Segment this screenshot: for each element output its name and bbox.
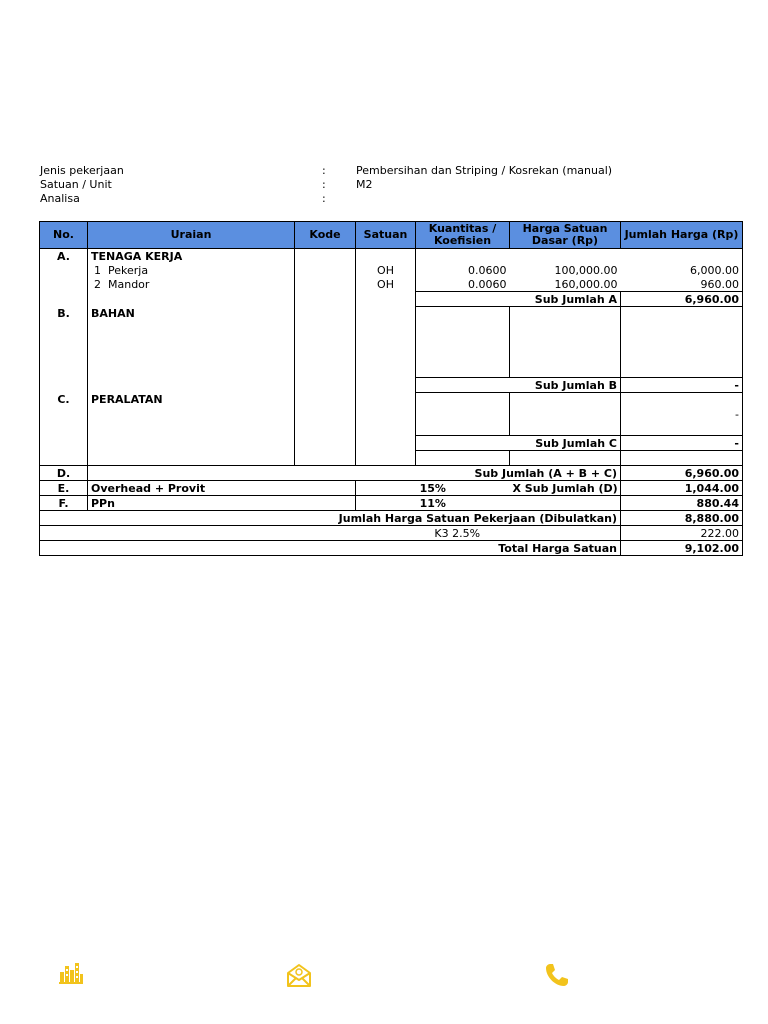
table-row [40,263,743,277]
item-name: 2 Mandor [88,277,295,292]
sub-jumlah-a-label: Sub Jumlah A [416,292,621,307]
item-satuan: OH [356,277,416,292]
section-c-title: PERALATAN [88,393,295,408]
section-a-no: A. [40,249,88,264]
header-satuan: Satuan [356,222,416,249]
sub-jumlah-c-value: - [621,436,743,451]
item-harga: 160,000.00 [510,277,621,292]
k3-label: K3 2.5% [295,526,621,541]
header-kode: Kode [295,222,356,249]
section-c-row [40,393,743,408]
sub-jumlah-b-value: - [621,378,743,393]
section-a-row [40,249,743,264]
total-e-label: Overhead + Provit [88,481,356,496]
item-koef: 0.0600 [468,263,507,277]
header-jumlah: Jumlah Harga (Rp) [621,222,743,249]
colon: : [322,164,326,177]
table-row [40,277,743,292]
jumlah-harga-value: 8,880.00 [621,511,743,526]
jenis-value: Pembersihan dan Striping / Kosrekan (manual) [356,164,613,177]
phone-icon[interactable] [544,962,570,988]
total-e-pct: 15% [356,481,510,496]
sub-jumlah-b-label: Sub Jumlah B [416,378,621,393]
sub-total-c-row [40,436,743,451]
section-b-row [40,307,743,322]
total-d-row [40,466,743,481]
sub-total-b-row [40,378,743,393]
total-harga-row [40,541,743,556]
header-harga: Harga Satuan Dasar (Rp) [510,222,621,249]
satuan-value: M2 [356,178,373,191]
total-harga-value: 9,102.00 [621,541,743,556]
total-f-no: F. [40,496,88,511]
jumlah-harga-label: Jumlah Harga Satuan Pekerjaan (Dibulatkan) [40,511,621,526]
total-f-pct: 11% [356,496,510,511]
satuan-label: Satuan / Unit [40,178,112,191]
table-header-row [40,222,743,249]
total-f-value: 880.44 [621,496,743,511]
jumlah-harga-row [40,511,743,526]
sub-total-a-row [40,292,743,307]
analysis-table [39,221,743,556]
item-harga: 100,000.00 [554,263,618,277]
section-a-title: TENAGA KERJA [88,249,295,264]
total-e-row [40,481,743,496]
section-b-no: B. [40,307,88,322]
sub-jumlah-a-value: 6,960.00 [621,292,743,307]
total-d-no: D. [40,466,88,481]
section-c-no: C. [40,393,88,408]
section-c-dash: - [621,407,743,421]
total-d-label: Sub Jumlah (A + B + C) [88,466,621,481]
colon: : [322,178,326,191]
header-uraian: Uraian [88,222,295,249]
total-harga-label: Total Harga Satuan [40,541,621,556]
item-name: 1 Pekerja [88,263,295,277]
total-e-no: E. [40,481,88,496]
header-no: No. [40,222,88,249]
k3-value: 222.00 [621,526,743,541]
section-b-title: BAHAN [88,307,295,322]
building-icon[interactable] [58,960,84,986]
item-jumlah: 6,000.00 [621,263,743,277]
total-e-text: X Sub Jumlah (D) [510,481,621,496]
jenis-label: Jenis pekerjaan [40,164,124,177]
total-f-label: PPn [88,496,356,511]
item-satuan: OH [356,263,416,277]
analisa-label: Analisa [40,192,80,205]
k3-row [40,526,743,541]
header-kuantitas: Kuantitas / Koefisien [416,222,510,249]
item-jumlah: 960.00 [621,277,743,292]
item-koef: 0.0060 [416,277,510,292]
total-d-value: 6,960.00 [621,466,743,481]
sub-jumlah-c-label: Sub Jumlah C [416,436,621,451]
colon: : [322,192,326,205]
envelope-icon[interactable] [286,962,312,988]
total-f-row [40,496,743,511]
total-e-value: 1,044.00 [621,481,743,496]
